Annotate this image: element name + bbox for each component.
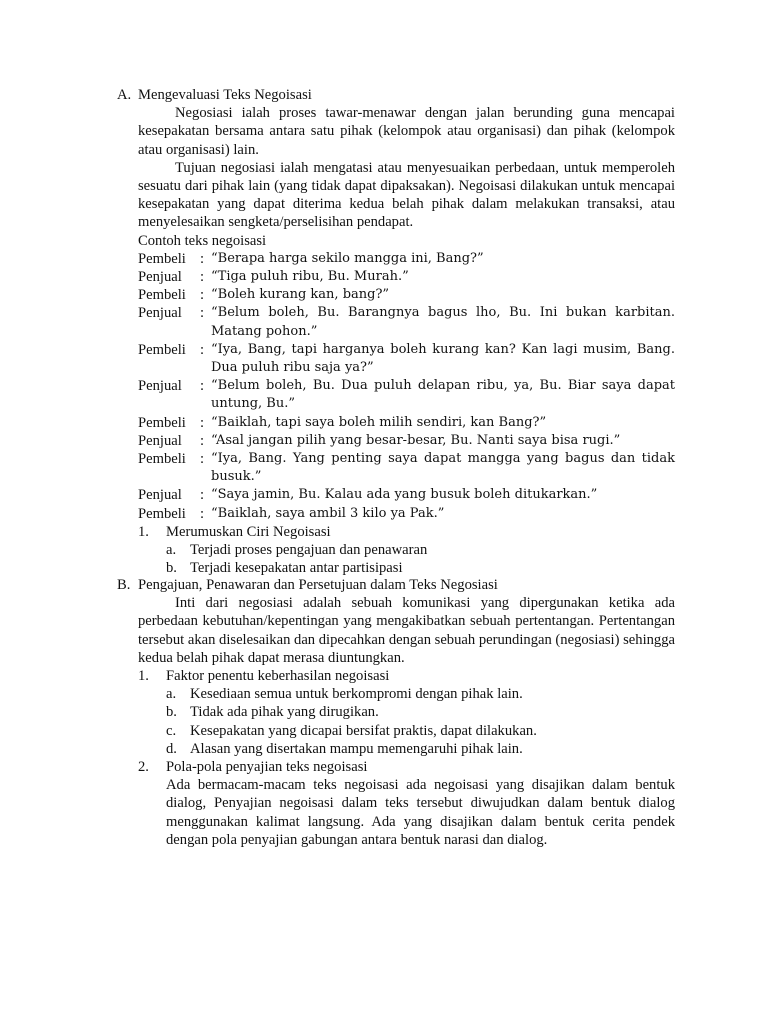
list-number: 1. [138, 523, 149, 540]
negotiation-dialog [138, 250, 675, 523]
dialog-line [138, 486, 675, 504]
dialog-line [138, 414, 675, 432]
dialog-colon: : [200, 305, 205, 322]
list-item [166, 722, 675, 740]
list-faktor-penentu [138, 667, 675, 758]
dialog-colon: : [200, 250, 205, 267]
dialog-line [138, 268, 675, 286]
list-item-letter: a. [166, 542, 177, 559]
dialog-utterance: “Iya, Bang. Yang penting saya dapat mangga yang bagus dan tidak busuk.” [211, 451, 675, 485]
dialog-utterance: “Iya, Bang, tapi harganya boleh kurang kan? Kan lagi musim, Bang. Dua puluh ribu saja ya?” [211, 341, 675, 376]
section-b-body [117, 594, 675, 849]
list-number: 1. [138, 668, 149, 685]
section-b-paragraph-1: Inti dari negosiasi adalah sebuah komunikasi yang dipergunakan ketika ada perbedaan kebutuhan/kepentingan yang mengakibatkan sebuah pertentangan. Pertentangan tersebut akan diselesaikan dan dipecahkan dengan sebuah perundingan (negosiasi) sehingga kedua belah pihak dapat merasa diuntungkan. [138, 595, 675, 666]
list-title: Pola-pola penyajian teks negoisasi [166, 759, 368, 776]
section-b-letter: B. [117, 577, 131, 593]
dialog-speaker: Penjual [138, 269, 182, 286]
list-title: Faktor penentu keberhasilan negoisasi [166, 668, 390, 685]
section-a-letter: A. [117, 87, 132, 103]
list-item [166, 740, 675, 758]
dialog-colon: : [200, 269, 205, 286]
dialog-colon: : [200, 287, 205, 304]
section-a-heading [117, 86, 675, 104]
dialog-line [138, 450, 675, 486]
dialog-utterance: “Asal jangan pilih yang besar-besar, Bu. Nanti saya bisa rugi.” [211, 432, 621, 448]
dialog-speaker: Pembeli [138, 341, 186, 358]
dialog-speaker: Pembeli [138, 505, 186, 522]
section-a-paragraph-1: Negosiasi ialah proses tawar-menawar dengan jalan berunding guna mencapai kesepakatan bersama antara satu pihak (kelompok atau organisasi) dan pihak (kelompok atau organisasi) lain. [138, 105, 675, 158]
dialog-speaker: Pembeli [138, 287, 186, 304]
dialog-colon: : [200, 432, 205, 449]
dialog-speaker: Penjual [138, 432, 182, 449]
dialog-speaker: Penjual [138, 305, 182, 322]
dialog-utterance: “Saya jamin, Bu. Kalau ada yang busuk boleh ditukarkan.” [211, 487, 598, 503]
dialog-utterance: “Belum boleh, Bu. Barangnya bagus lho, Bu. Ini bukan karbitan. Matang pohon.” [211, 305, 675, 339]
dialog-line [138, 377, 675, 413]
list-item [166, 559, 675, 577]
list-item-letter: b. [166, 704, 177, 721]
dialog-line [138, 286, 675, 304]
list-pola-penyajian [138, 758, 675, 849]
dialog-speaker: Penjual [138, 487, 182, 504]
dialog-line [138, 304, 675, 340]
dialog-colon: : [200, 505, 205, 522]
section-a-body [117, 104, 675, 577]
list-item [166, 541, 675, 559]
list-item-letter: c. [166, 722, 177, 739]
section-b-title: Pengajuan, Penawaran dan Persetujuan dalam Teks Negosiasi [138, 577, 498, 593]
list-item [166, 685, 675, 703]
list-faktor-items [166, 685, 675, 758]
dialog-line [138, 432, 675, 450]
dialog-utterance: “Berapa harga sekilo mangga ini, Bang?” [211, 250, 484, 266]
section-a [117, 86, 675, 577]
example-heading: Contoh teks negoisasi [138, 232, 267, 249]
list-item-letter: a. [166, 686, 177, 703]
list-item-text: Kesediaan semua untuk berkompromi dengan pihak lain. [190, 686, 523, 703]
dialog-line [138, 250, 675, 268]
pola-penyajian-text: Ada bermacam-macam teks negoisasi ada negoisasi yang disajikan dalam bentuk dialog, Penyajian negoisasi dalam teks tersebut diwujudkan dalam bentuk dialog menggunakan kalimat langsung. Ada yang disajikan dalam bentuk cerita pendek dengan pola penyajian gabungan antara bentuk narasi dan dialog. [166, 777, 675, 848]
dialog-utterance: “Baiklah, tapi saya boleh milih sendiri, kan Bang?” [211, 414, 547, 430]
dialog-colon: : [200, 487, 205, 504]
list-ciri-negoisasi [138, 523, 675, 578]
list-item-text: Tidak ada pihak yang dirugikan. [190, 704, 379, 721]
dialog-utterance: “Belum boleh, Bu. Dua puluh delapan ribu, ya, Bu. Biar saya dapat untung, Bu.” [211, 378, 675, 412]
list-number: 2. [138, 759, 149, 776]
dialog-colon: : [200, 414, 205, 431]
dialog-colon: : [200, 378, 205, 395]
list-item-text: Terjadi proses pengajuan dan penawaran [190, 542, 428, 559]
list-item-text: Kesepakatan yang dicapai bersifat praktis, dapat dilakukan. [190, 722, 537, 739]
dialog-line [138, 341, 675, 377]
list-item-letter: b. [166, 560, 177, 577]
dialog-line [138, 505, 675, 523]
section-b-heading [117, 576, 675, 594]
dialog-speaker: Pembeli [138, 451, 186, 468]
dialog-speaker: Pembeli [138, 250, 186, 267]
dialog-utterance: “Boleh kurang kan, bang?” [211, 287, 390, 303]
dialog-colon: : [200, 451, 205, 468]
list-ciri-items [166, 541, 675, 577]
dialog-utterance: “Tiga puluh ribu, Bu. Murah.” [211, 269, 409, 285]
list-title: Merumuskan Ciri Negoisasi [166, 523, 331, 540]
section-a-title: Mengevaluasi Teks Negoisasi [138, 87, 312, 103]
list-item-letter: d. [166, 740, 177, 757]
list-item-text: Terjadi kesepakatan antar partisipasi [190, 560, 403, 577]
section-a-paragraph-2: Tujuan negosiasi ialah mengatasi atau menyesuaikan perbedaan, untuk memperoleh sesuatu dari pihak lain (yang tidak dapat dipaksakan). Negoisasi dilakukan untuk mencapai kesepakatan yang dapat diterima kedua belah pihak dalam melakukan transaksi, atau menyelesaikan sengketa/perselisihan pendapat. [138, 159, 675, 231]
dialog-speaker: Penjual [138, 378, 182, 395]
section-b [117, 576, 675, 849]
dialog-colon: : [200, 341, 205, 358]
dialog-utterance: “Baiklah, saya ambil 3 kilo ya Pak.” [211, 505, 445, 521]
list-item [166, 703, 675, 721]
list-item-text: Alasan yang disertakan mampu memengaruhi pihak lain. [190, 740, 523, 757]
dialog-speaker: Pembeli [138, 414, 186, 431]
